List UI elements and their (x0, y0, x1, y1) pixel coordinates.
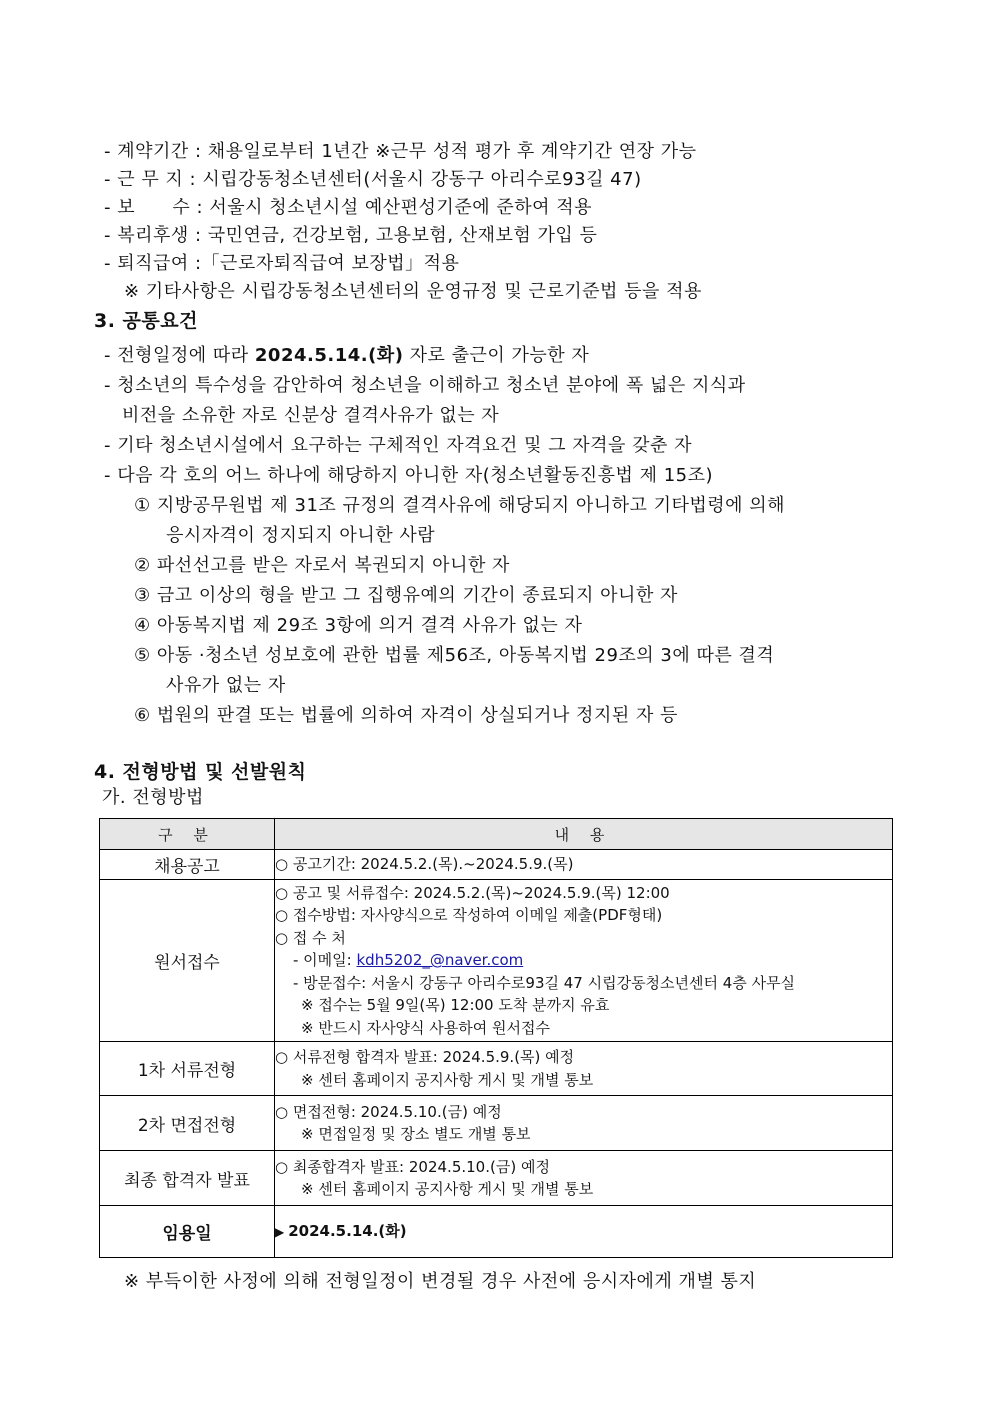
section4-subtitle: 가. 전형방법 (102, 787, 204, 808)
disqualification-1-line1: ① 지방공무원법 제 31조 규정의 결격사유에 해당되지 아니하고 기타법령에 의해 (134, 495, 786, 516)
disqualification-5-line1: ⑤ 아동 ·청소년 성보호에 관한 법률 제56조, 아동복지법 29조의 3에 따른 결격 (134, 645, 775, 666)
row-category: 1차 서류전형 (100, 1042, 275, 1096)
salary-line: - 보 수 : 서울시 청소년시설 예산편성기준에 준하여 적용 (104, 197, 592, 218)
other-note-line: ※ 기타사항은 시립강동청소년센터의 운영규정 및 근로기준법 등을 적용 (124, 281, 702, 302)
table-row (100, 1151, 893, 1206)
appointment-date: 2024.5.14.(화) (288, 1221, 407, 1240)
triangle-bullet-icon: ▶ (275, 1224, 285, 1239)
schedule-change-footnote: ※ 부득이한 사정에 의해 전형일정이 변경될 경우 사전에 응시자에게 개별 통지 (124, 1271, 757, 1292)
row-line: ※ 센터 홈페이지 공지사항 게시 및 개별 통보 (301, 1180, 594, 1198)
row-line: ※ 접수는 5월 9일(목) 12:00 도착 분까지 유효 (301, 996, 610, 1015)
row-line: ※ 센터 홈페이지 공지사항 게시 및 개별 통보 (301, 1070, 594, 1089)
disqualification-5-line2: 사유가 없는 자 (166, 675, 286, 696)
email-link[interactable]: kdh5202_@naver.com (356, 951, 524, 970)
disqualification-2: ② 파선선고를 받은 자로서 복권되지 아니한 자 (134, 555, 510, 576)
table-row (100, 850, 893, 880)
row-line: ○ 면접전형: 2024.5.10.(금) 예정 (275, 1102, 502, 1121)
row-line: ※ 반드시 자사양식 사용하여 원서접수 (301, 1018, 550, 1037)
welfare-line: - 복리후생 : 국민연금, 건강보험, 고용보험, 산재보험 가입 등 (104, 225, 598, 246)
row-line: ○ 공고기간: 2024.5.2.(목).~2024.5.9.(목) (275, 855, 574, 874)
section3-item1-suffix: 자로 출근이 가능한 자 (403, 345, 590, 366)
row-line: ※ 면접일정 및 장소 별도 개별 통보 (301, 1125, 531, 1143)
row-category: 채용공고 (100, 850, 275, 880)
row-category: 최종 합격자 발표 (100, 1151, 275, 1206)
workplace-line: - 근 무 지 : 시립강동청소년센터(서울시 강동구 아리수로93길 47) (104, 169, 642, 190)
row-line: ○ 공고 및 서류접수: 2024.5.2.(목)~2024.5.9.(목) 12:00 (275, 883, 670, 902)
section3-start-date: 2024.5.14.(화) (254, 345, 404, 366)
row-category: 임용일 (100, 1206, 275, 1258)
table-header-row (100, 819, 893, 850)
row-line: ○ 서류전형 합격자 발표: 2024.5.9.(목) 예정 (275, 1048, 575, 1066)
header-content: 내 용 (275, 819, 893, 850)
section3-item1 (104, 344, 589, 368)
section3-item4: - 다음 각 호의 어느 하나에 해당하지 아니한 자(청소년활동진흥법 제 15조) (104, 465, 714, 486)
email-label: - 이메일: (293, 951, 357, 970)
section3-item2-line1: - 청소년의 특수성을 감안하여 청소년을 이해하고 청소년 분야에 폭 넓은 지식과 (104, 375, 746, 396)
section3-item3: - 기타 청소년시설에서 요구하는 구체적인 자격요건 및 그 자격을 갖춘 자 (104, 435, 692, 456)
section4-title: 4. 전형방법 및 선발원칙 (94, 761, 307, 783)
contract-period-line: - 계약기간 : 채용일로부터 1년간 ※근무 성적 평가 후 계약기간 연장 가능 (104, 141, 697, 162)
disqualification-1-line2: 응시자격이 정지되지 아니한 사람 (166, 525, 436, 546)
disqualification-6: ⑥ 법원의 판결 또는 법률에 의하여 자격이 상실되거나 정지된 자 등 (134, 705, 678, 726)
row-line: ○ 접 수 처 (275, 928, 346, 947)
header-category: 구 분 (100, 819, 275, 850)
row-line: ○ 최종합격자 발표: 2024.5.10.(금) 예정 (275, 1157, 550, 1176)
table-row (100, 1096, 893, 1151)
table-row (100, 1042, 893, 1096)
section3-item2-line2: 비전을 소유한 자로 신분상 결격사유가 없는 자 (122, 405, 500, 426)
selection-schedule-table (99, 818, 893, 1258)
row-category: 2차 면접전형 (100, 1096, 275, 1151)
section3-title: 3. 공통요건 (94, 310, 198, 332)
row-line: - 방문접수: 서울시 강동구 아리수로93길 47 시립강동청소년센터 4층 사무실 (293, 973, 796, 992)
row-category: 원서접수 (100, 880, 275, 1042)
table-row (100, 1206, 893, 1258)
severance-line: - 퇴직급여 :「근로자퇴직급여 보장법」적용 (104, 253, 460, 274)
row-line: ○ 접수방법: 자사양식으로 작성하여 이메일 제출(PDF형태) (275, 906, 663, 925)
section3-item1-prefix: - 전형일정에 따라 (104, 345, 255, 366)
table-row (100, 880, 893, 1042)
disqualification-3: ③ 금고 이상의 형을 받고 그 집행유예의 기간이 종료되지 아니한 자 (134, 585, 678, 606)
email-line (275, 949, 892, 972)
disqualification-4: ④ 아동복지법 제 29조 3항에 의거 결격 사유가 없는 자 (134, 615, 583, 636)
